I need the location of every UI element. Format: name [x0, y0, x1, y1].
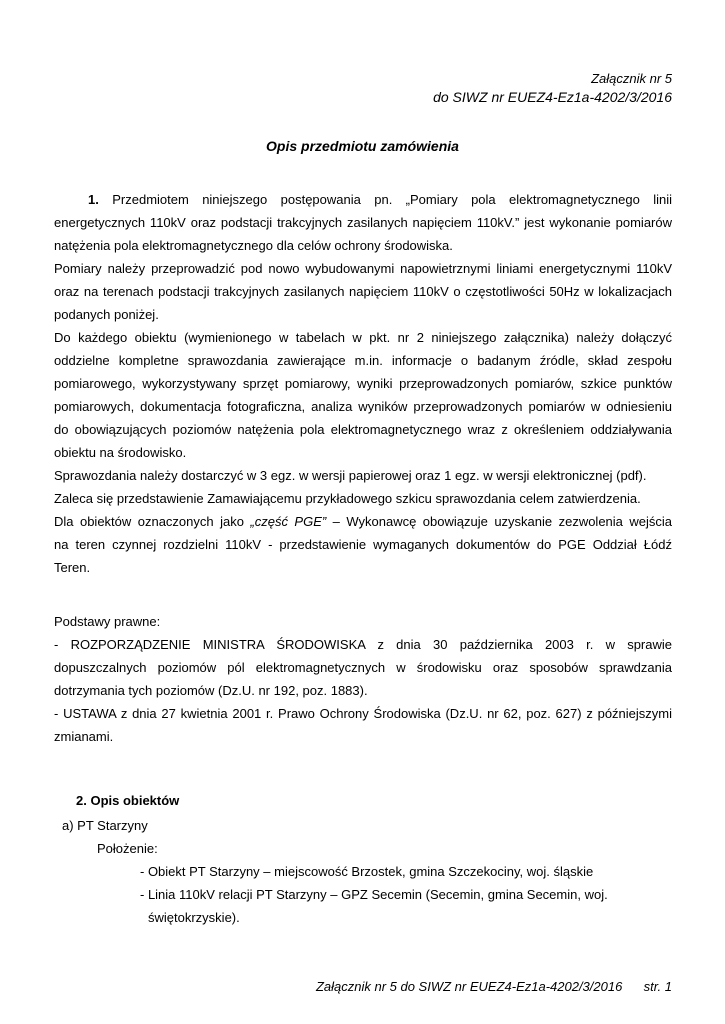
section-2-heading: 2. Opis obiektów [76, 793, 180, 808]
section-1-paragraph-2-line-1: Pomiary należy przeprowadzić pod nowo wybudowanymi napowietrznymi liniami energetycznymi 110kV [54, 261, 672, 276]
location-bullet-1: - Obiekt PT Starzyny – miejscowość Brzostek, gmina Szczekociny, woj. śląskie [140, 864, 594, 879]
page-number: str. 1 [643, 979, 672, 994]
header-siwz-reference: do SIWZ nr EUEZ4-Ez1a-4202/3/2016 [433, 89, 672, 105]
section-1-number: 1. [88, 192, 99, 207]
section-1-paragraph-3-line-6: obiektu na środowisko. [54, 445, 187, 460]
location-label: Położenie: [97, 841, 158, 856]
section-2-item-a: a) PT Starzyny [62, 818, 148, 833]
section-1-paragraph-6-line-3: Teren. [54, 560, 91, 575]
legal-item-1-line-2: dopuszczalnych poziomów pól elektromagnetycznych w środowisku oraz sposobów sprawdzania [54, 660, 672, 675]
legal-item-1-line-3: dotrzymania tych poziomów (Dz.U. nr 192, poz. 1883). [54, 683, 368, 698]
section-1-paragraph-2-line-2: oraz na terenach podstacji trakcyjnych zasilanych napięciem 110kV o częstotliwości 50Hz w lokalizacjach [54, 284, 672, 299]
section-1-paragraph-1-line-3: natężenia pola elektromagnetycznego dla celów ochrony środowiska. [54, 238, 453, 253]
section-1-body [54, 188, 672, 579]
header-attachment-number: Załącznik nr 5 [591, 71, 672, 86]
section-1-paragraph-2-line-3: podanych poniżej. [54, 307, 159, 322]
section-1-paragraph-3-line-2: oddzielne kompletne sprawozdania zawierające m.in. informacje o badanym źródle, skład zespołu [54, 353, 672, 368]
section-1-paragraph-3-line-3: pomiarowego, wykorzystywany sprzęt pomiarowy, wyniki przeprowadzonych pomiarów, szkice punktów [54, 376, 672, 391]
legal-item-2-line-2: zmianami. [54, 729, 114, 744]
legal-basis [54, 610, 672, 748]
section-1-paragraph-1-line-2: energetycznych 110kV oraz podstacji trakcyjnych zasilanych napięciem 110kV.” jest wykonanie pomiarów [54, 215, 672, 230]
section-1-paragraph-3-line-5: do obowiązujących poziomów natężenia pola elektromagnetycznego wraz z określeniem oddziaływania [54, 422, 672, 437]
section-1-paragraph-6-line-2: na teren czynnej rozdzielni 110kV - przedstawienie wymaganych dokumentów do PGE Oddział Łódź [54, 537, 672, 552]
document-title: Opis przedmiotu zamówienia [266, 138, 459, 154]
pge-part-label: „część PGE” [250, 514, 327, 529]
location-bullet-2-line-2: świętokrzyskie). [148, 910, 240, 925]
section-1-paragraph-1-line-1: 1. Przedmiotem niniejszego postępowania pn. „Pomiary pola elektromagnetycznego linii [88, 192, 672, 207]
footer-reference: Załącznik nr 5 do SIWZ nr EUEZ4-Ez1a-4202/3/2016 [315, 979, 623, 994]
page-footer [316, 979, 672, 994]
location-bullet-2-line-1: - Linia 110kV relacji PT Starzyny – GPZ Secemin (Secemin, gmina Secemin, woj. [140, 887, 608, 902]
section-1-paragraph-6-line-1: Dla obiektów oznaczonych jako „część PGE” – Wykonawcę obowiązuje uzyskanie zezwolenia wejścia [54, 514, 672, 529]
section-1-paragraph-3-line-1: Do każdego obiektu (wymienionego w tabelach w pkt. nr 2 niniejszego załącznika) należy dołączyć [54, 330, 672, 345]
section-1-paragraph-5: Zaleca się przedstawienie Zamawiającemu przykładowego szkicu sprawozdania celem zatwierdzenia. [54, 491, 641, 506]
legal-item-2-line-1: - USTAWA z dnia 27 kwietnia 2001 r. Prawo Ochrony Środowiska (Dz.U. nr 62, poz. 627) z późniejszymi [54, 706, 672, 721]
section-1-paragraph-4: Sprawozdania należy dostarczyć w 3 egz. w wersji papierowej oraz 1 egz. w wersji elektronicznej (pdf). [54, 468, 647, 483]
section-1-paragraph-3-line-4: pomiarowych, dokumentacja fotograficzna, analiza wyników przeprowadzonych pomiarów w odniesieniu [54, 399, 672, 414]
legal-item-1-line-1: - ROZPORZĄDZENIE MINISTRA ŚRODOWISKA z dnia 30 października 2003 r. w sprawie [54, 637, 672, 652]
legal-basis-heading: Podstawy prawne: [54, 614, 161, 629]
